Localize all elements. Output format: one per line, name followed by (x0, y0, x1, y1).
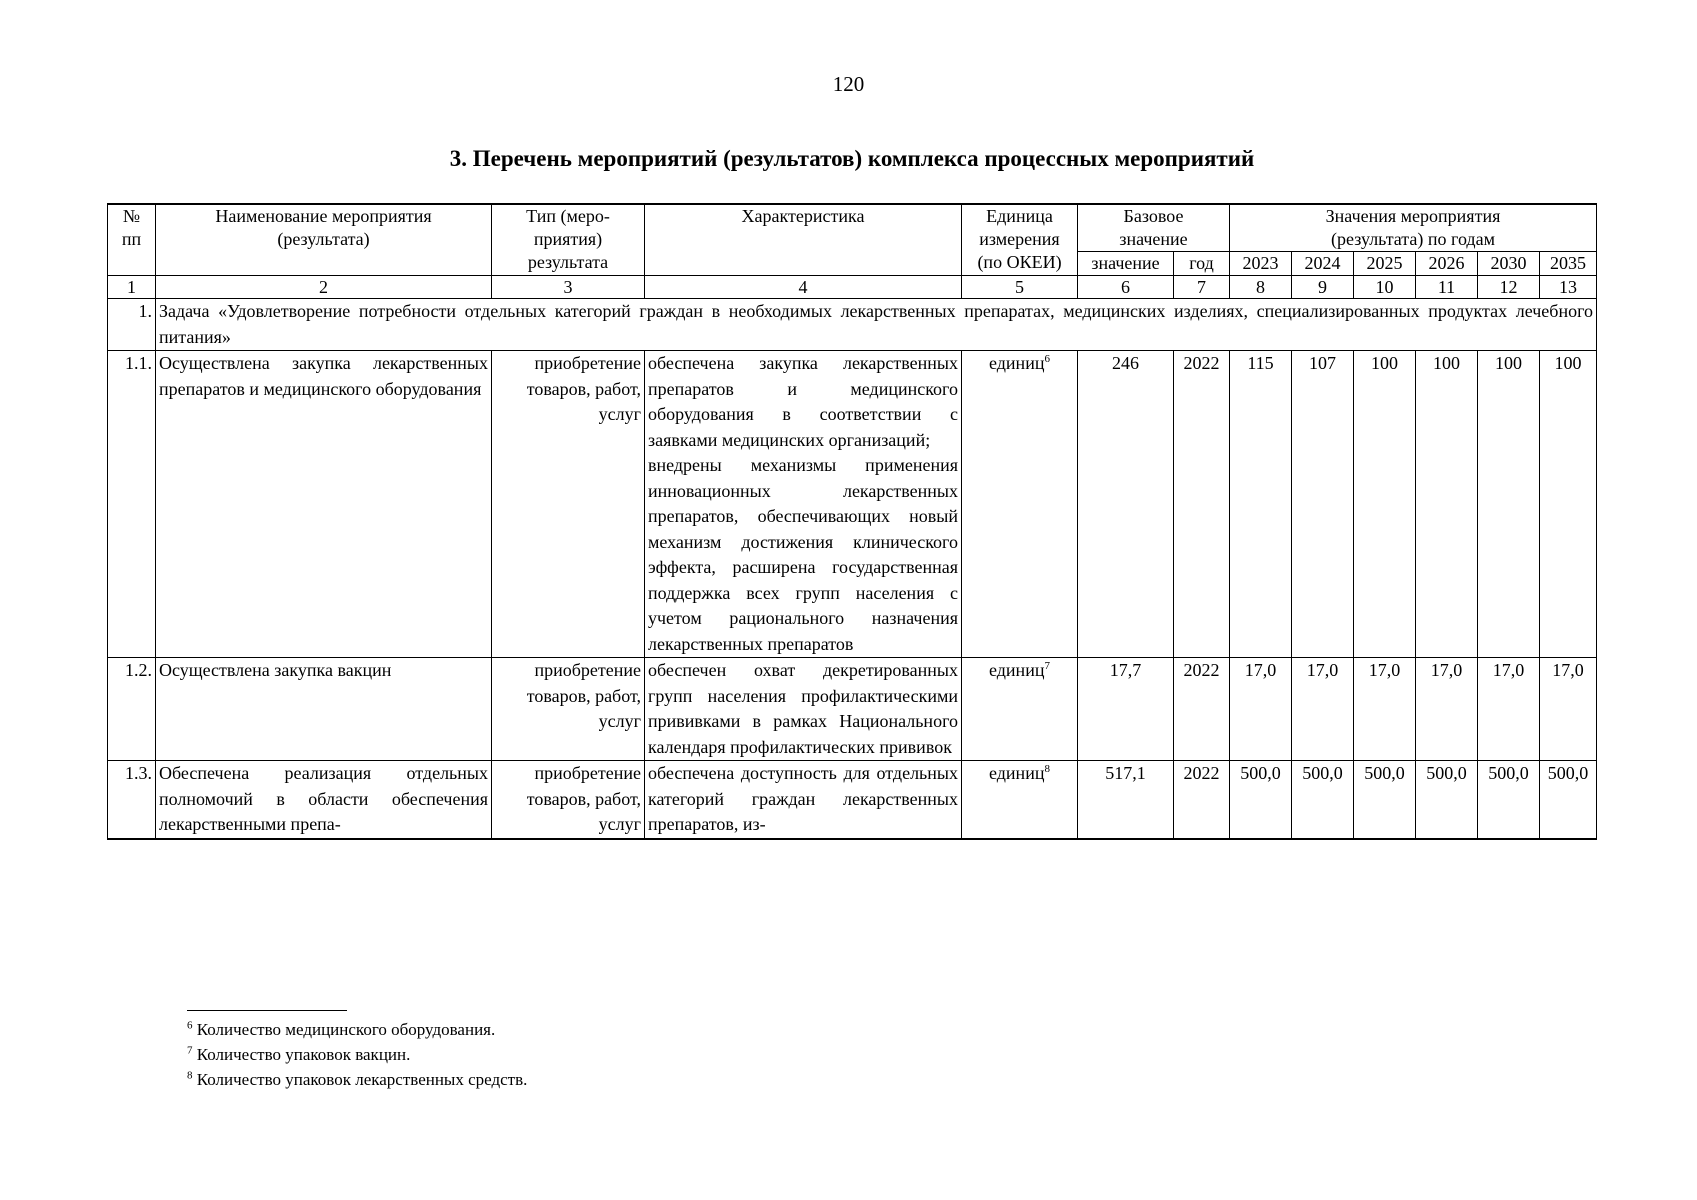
row-value: 17,0 (1540, 658, 1597, 761)
column-number: 2 (156, 276, 492, 299)
page-title: 3. Перечень мероприятий (результатов) комплекса процессных мероприятий (449, 146, 1255, 171)
header-base-value: значение (1078, 252, 1174, 276)
footnotes (187, 1017, 527, 1092)
task-row (108, 299, 1597, 351)
row-type: приобретение товаров, работ, услуг (492, 351, 645, 658)
footnote-mark: 7 (187, 1044, 193, 1057)
column-number: 11 (1416, 276, 1478, 299)
header-year: 2023 (1230, 252, 1292, 276)
column-number: 4 (645, 276, 962, 299)
row-value: 100 (1354, 351, 1416, 658)
header-year: 2025 (1354, 252, 1416, 276)
row-value: 100 (1478, 351, 1540, 658)
column-number: 7 (1174, 276, 1230, 299)
unit-text: единиц (989, 660, 1045, 680)
column-number: 13 (1540, 276, 1597, 299)
footnote (187, 1042, 527, 1067)
row-name: Осуществлена закупка лекарственных препаратов и медицинского оборудования (156, 351, 492, 658)
row-name: Осуществлена закупка вакцин (156, 658, 492, 761)
row-characteristic: обеспечена закупка лекарственных препаратов и медицинского оборудования в соответствии с заявками медицинских организаций; внедрены механизмы применения инновационных лекарственных препаратов, обеспечивающих новый механизм достижения клинического эффекта, расширена государственная поддержка всех групп населения с учетом рационального назначения лекарственных препаратов (645, 351, 962, 658)
row-base-year: 2022 (1174, 658, 1230, 761)
column-number: 9 (1292, 276, 1354, 299)
row-value: 17,0 (1354, 658, 1416, 761)
row-value: 100 (1416, 351, 1478, 658)
row-base-value: 17,7 (1078, 658, 1174, 761)
footnote-text: Количество упаковок лекарственных средств. (196, 1070, 528, 1089)
footnote-ref: 6 (1044, 353, 1050, 365)
unit-text: единиц (989, 763, 1045, 783)
header-row-1 (108, 204, 1597, 252)
row-value: 17,0 (1292, 658, 1354, 761)
column-number: 6 (1078, 276, 1174, 299)
footnote-ref: 7 (1044, 660, 1050, 672)
row-value: 107 (1292, 351, 1354, 658)
row-unit (962, 351, 1078, 658)
row-unit (962, 761, 1078, 839)
row-type: приобретение товаров, работ, услуг (492, 761, 645, 839)
column-number: 12 (1478, 276, 1540, 299)
header-name: Наименование мероприятия (результата) (156, 204, 492, 276)
column-number: 3 (492, 276, 645, 299)
row-value: 500,0 (1292, 761, 1354, 839)
header-base: Базовое значение (1078, 204, 1230, 252)
row-value: 100 (1540, 351, 1597, 658)
row-value: 17,0 (1478, 658, 1540, 761)
row-base-year: 2022 (1174, 761, 1230, 839)
row-name: Обеспечена реализация отдельных полномочий в области обеспечения лекарственными препа- (156, 761, 492, 839)
task-text: Задача «Удовлетворение потребности отдельных категорий граждан в необходимых лекарственных препаратах, медицинских изделиях, специализированных продуктах лечебного питания» (156, 299, 1597, 351)
header-year: 2030 (1478, 252, 1540, 276)
footnote-mark: 8 (187, 1069, 193, 1082)
footnote (187, 1017, 527, 1042)
header-unit: Единица измерения (по ОКЕИ) (962, 204, 1078, 276)
header-year: 2026 (1416, 252, 1478, 276)
column-number: 8 (1230, 276, 1292, 299)
table-row (108, 351, 1597, 658)
row-value: 500,0 (1230, 761, 1292, 839)
row-num: 1.2. (108, 658, 156, 761)
header-type: Тип (меро- приятия) результата (492, 204, 645, 276)
task-num: 1. (108, 299, 156, 351)
footnote-mark: 6 (187, 1019, 193, 1032)
page-number: 120 (832, 72, 865, 96)
row-unit (962, 658, 1078, 761)
row-base-year: 2022 (1174, 351, 1230, 658)
row-value: 500,0 (1416, 761, 1478, 839)
header-year: 2035 (1540, 252, 1597, 276)
header-characteristic: Характеристика (645, 204, 962, 276)
header-num: № пп (108, 204, 156, 276)
footnote-ref: 8 (1044, 763, 1050, 775)
measures-table (107, 203, 1597, 840)
table-row (108, 658, 1597, 761)
column-number-row (108, 276, 1597, 299)
table-row (108, 761, 1597, 839)
row-type: приобретение товаров, работ, услуг (492, 658, 645, 761)
header-base-year: год (1174, 252, 1230, 276)
row-value: 17,0 (1416, 658, 1478, 761)
row-characteristic: обеспечена доступность для отдельных категорий граждан лекарственных препаратов, из- (645, 761, 962, 839)
row-base-value: 246 (1078, 351, 1174, 658)
row-num: 1.1. (108, 351, 156, 658)
row-value: 500,0 (1354, 761, 1416, 839)
header-year: 2024 (1292, 252, 1354, 276)
header-values: Значения мероприятия (результата) по годам (1230, 204, 1597, 252)
footnote-separator (187, 1010, 347, 1011)
row-value: 115 (1230, 351, 1292, 658)
row-value: 500,0 (1540, 761, 1597, 839)
footnote (187, 1067, 527, 1092)
row-value: 17,0 (1230, 658, 1292, 761)
row-value: 500,0 (1478, 761, 1540, 839)
footnote-text: Количество медицинского оборудования. (196, 1020, 496, 1039)
row-num: 1.3. (108, 761, 156, 839)
column-number: 1 (108, 276, 156, 299)
column-number: 10 (1354, 276, 1416, 299)
unit-text: единиц (989, 353, 1045, 373)
footnote-text: Количество упаковок вакцин. (196, 1045, 411, 1064)
column-number: 5 (962, 276, 1078, 299)
row-base-value: 517,1 (1078, 761, 1174, 839)
row-characteristic: обеспечен охват декретированных групп населения профилактическими прививками в рамках Национального календаря профилактических прививок (645, 658, 962, 761)
